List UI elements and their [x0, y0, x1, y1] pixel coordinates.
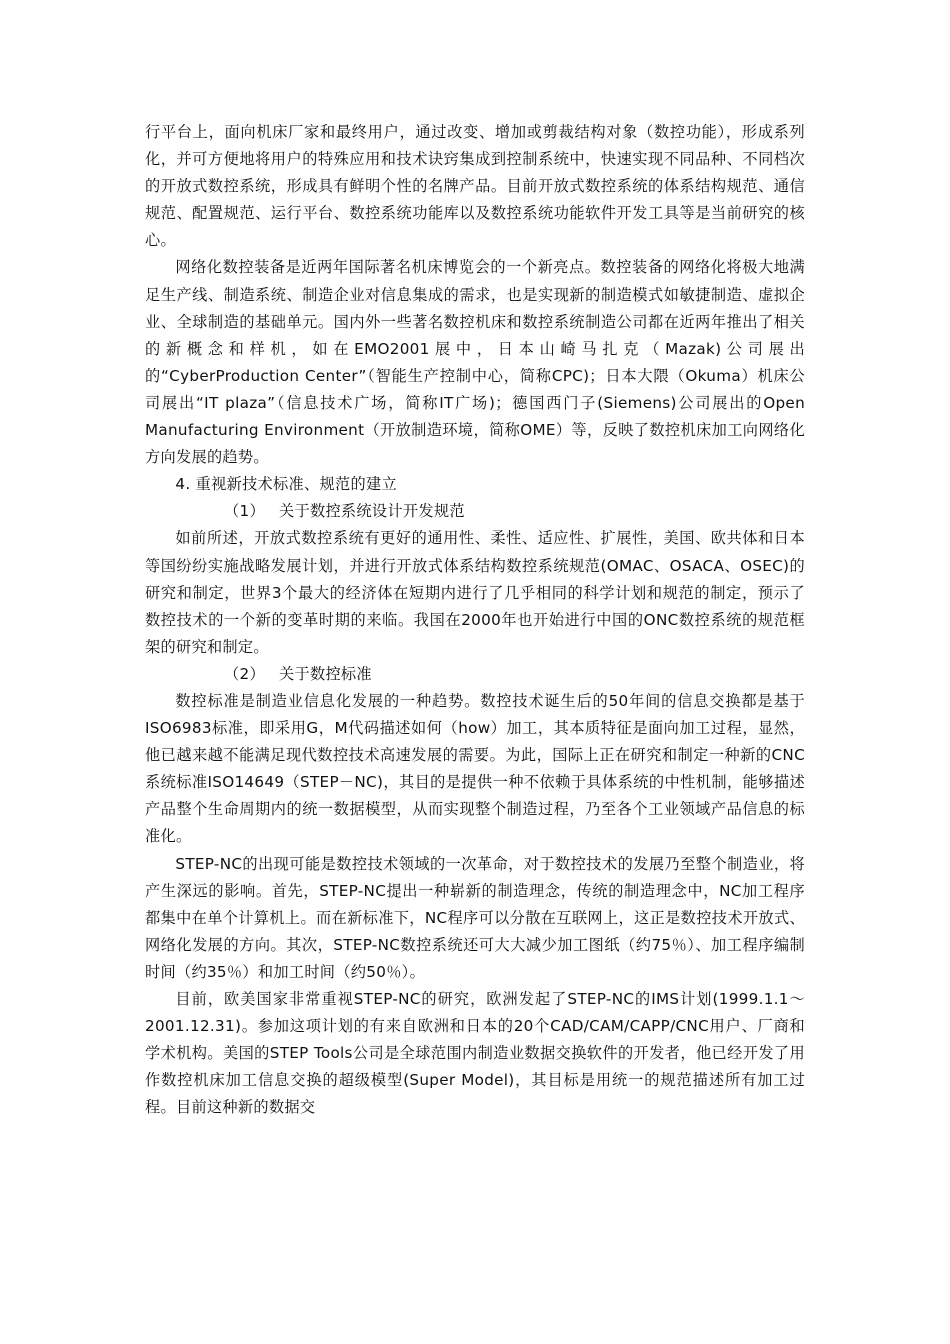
paragraph-cnc-standard: 数控标准是制造业信息化发展的一种趋势。数控技术诞生后的50年间的信息交换都是基于ISO6983标准，即采用G，M代码描述如何（how）加工，其本质特征是面向加工过程，显然，他已越来越不能满足现代数控技术高速发展的需要。为此，国际上正在研究和制定一种新的CNC系统标准ISO14649（STEP－NC)，其目的是提供一种不依赖于具体系统的中性机制，能够描述产品整个生命周期内的统一数据模型，从而实现整个制造过程，乃至各个工业领域产品信息的标准化。	[145, 691, 805, 846]
section-heading-standards: 4. 重视新技术标准、规范的建立	[175, 475, 397, 494]
subheading-design-spec	[145, 498, 805, 525]
subheading-number: （1）	[224, 502, 265, 521]
document-body	[145, 119, 805, 1121]
paragraph-step-nc: STEP-NC的出现可能是数控技术领域的一次革命，对于数控技术的发展乃至整个制造业，将产生深远的影响。首先，STEP-NC提出一种崭新的制造理念，传统的制造理念中，NC加工程序都集中在单个计算机上。而在新标准下，NC程序可以分散在互联网上，这正是数控技术开放式、网络化发展的方向。其次，STEP-NC数控系统还可大大减少加工图纸（约75％）、加工程序编制时间（约35％）和加工时间（约50％）。	[145, 854, 805, 981]
paragraph-open-cnc-continued: 行平台上，面向机床厂家和最终用户，通过改变、增加或剪裁结构对象（数控功能），形成系列化，并可方便地将用户的特殊应用和技术诀窍集成到控制系统中，快速实现不同品种、不同档次的开放式数控系统，形成具有鲜明个性的名牌产品。目前开放式数控系统的体系结构规范、通信规范、配置规范、运行平台、数控系统功能库以及数控系统功能软件开发工具等是当前研究的核心。	[145, 123, 805, 250]
subheading-number: （2）	[224, 664, 265, 683]
subheading-text: 关于数控标准	[278, 664, 372, 683]
subheading-cnc-standard	[145, 661, 805, 688]
paragraph-networked-cnc: 网络化数控装备是近两年国际著名机床博览会的一个新亮点。数控装备的网络化将极大地满足生产线、制造系统、制造企业对信息集成的需求，也是实现新的制造模式如敏捷制造、虚拟企业、全球制造的基础单元。国内外一些著名数控机床和数控系统制造公司都在近两年推出了相关的新概念和样机，如在EMO2001展中，日本山崎马扎克（Mazak)公司展出的“CyberProduction Center”（智能生产控制中心，简称CPC)；日本大隈（Okuma）机床公司展出“IT plaza”（信息技术广场，简称IT广场)；德国西门子(Siemens)公司展出的Open Manufacturing Environment（开放制造环境，简称OME）等，反映了数控机床加工向网络化方向发展的趋势。	[145, 258, 805, 467]
paragraph-step-nc-research: 目前，欧美国家非常重视STEP-NC的研究，欧洲发起了STEP-NC的IMS计划(1999.1.1～2001.12.31)。参加这项计划的有来自欧洲和日本的20个CAD/CAM/CAPP/CNC用户、厂商和学术机构。美国的STEP Tools公司是全球范围内制造业数据交换软件的开发者，他已经开发了用作数控机床加工信息交换的超级模型(Super Model)，其目标是用统一的规范描述所有加工过程。目前这种新的数据交	[145, 990, 805, 1117]
paragraph-design-spec: 如前所述，开放式数控系统有更好的通用性、柔性、适应性、扩展性，美国、欧共体和日本等国纷纷实施战略发展计划，并进行开放式体系结构数控系统规范(OMAC、OSACA、OSEC)的研究和制定，世界3个最大的经济体在短期内进行了几乎相同的科学计划和规范的制定，预示了数控技术的一个新的变革时期的来临。我国在2000年也开始进行中国的ONC数控系统的规范框架的研究和制定。	[145, 529, 805, 656]
subheading-text: 关于数控系统设计开发规范	[278, 502, 465, 521]
